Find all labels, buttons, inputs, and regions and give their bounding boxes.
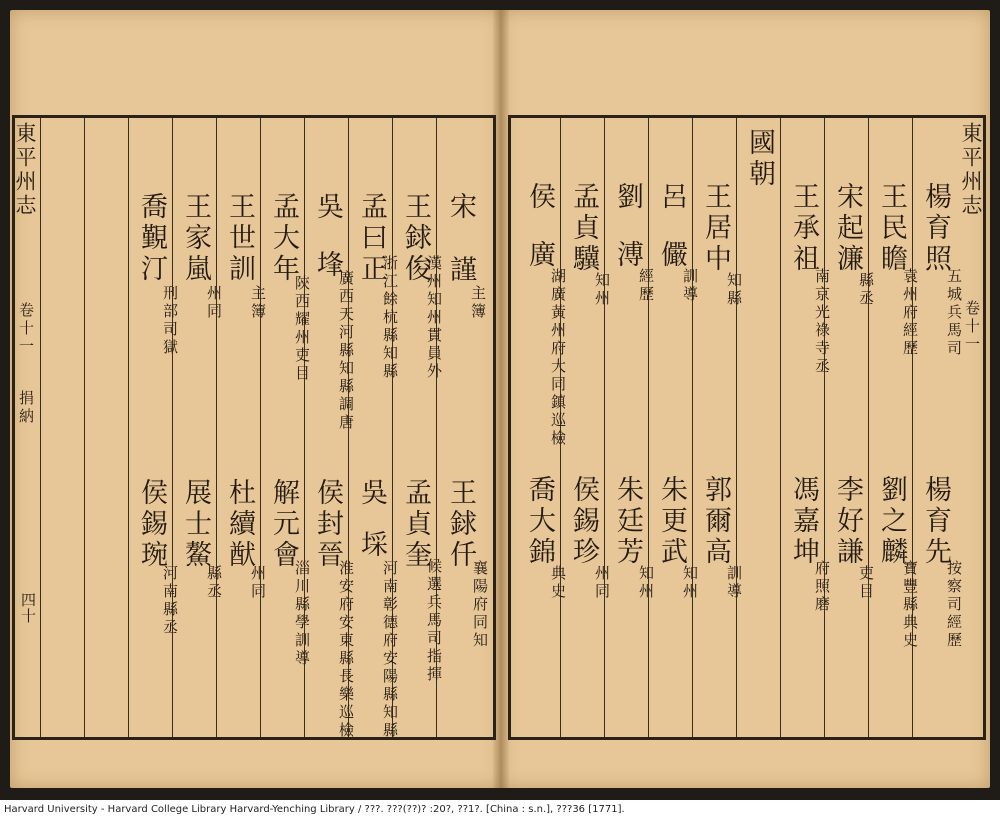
entry-note: 按察司經歷 bbox=[945, 560, 963, 650]
entry-name: 朱廷芳 bbox=[612, 475, 643, 568]
entry-note: 袁州府經歷 bbox=[901, 268, 919, 358]
entry-note: 典史 bbox=[549, 565, 567, 601]
entry-name: 解元會 bbox=[268, 478, 299, 571]
entry-note: 知州 bbox=[637, 565, 655, 601]
entry-name: 侯封晉 bbox=[312, 478, 343, 571]
column-rule bbox=[868, 118, 869, 737]
column-rule bbox=[648, 118, 649, 737]
column-rule bbox=[216, 118, 217, 737]
entry-name: 王民瞻 bbox=[876, 182, 907, 275]
column-rule bbox=[40, 118, 41, 737]
entry-name: 劉之麟 bbox=[876, 475, 907, 568]
entry-name: 侯錫琬 bbox=[136, 478, 167, 571]
entry-name: 呂 bbox=[656, 182, 687, 213]
left-gutter-folio: 四十 bbox=[19, 592, 37, 624]
column-rule bbox=[736, 118, 737, 737]
entry-note: 淄川縣學訓導 bbox=[293, 560, 311, 668]
entry-note: 知州 bbox=[593, 272, 611, 308]
entry-note: 寶豐縣典史 bbox=[901, 560, 919, 650]
entry-name: 李好謙 bbox=[832, 475, 863, 568]
entry-name: 王銶仟 bbox=[445, 478, 476, 571]
entry-name: 侯 bbox=[524, 182, 555, 213]
entry-note: 訓導 bbox=[681, 268, 699, 304]
left-gutter-section: 捐納 bbox=[17, 390, 35, 426]
entry-note: 知州 bbox=[681, 565, 699, 601]
entry-note: 廣西天河縣知縣調唐 bbox=[337, 270, 355, 432]
entry-note: 主簿 bbox=[469, 285, 487, 321]
entry-note: 南京光祿寺丞 bbox=[813, 268, 831, 376]
entry-name: 侯錫珍 bbox=[568, 475, 599, 568]
entry-name: 楊育先 bbox=[920, 475, 951, 568]
entry-note: 州同 bbox=[593, 565, 611, 601]
entry-name: 王承祖 bbox=[788, 182, 819, 275]
entry-name: 杜續猷 bbox=[224, 478, 255, 571]
entry-note: 浙江餘杭縣知縣 bbox=[381, 255, 399, 381]
entry-note: 陝西耀州吏目 bbox=[293, 275, 311, 383]
entry-name: 楊育照 bbox=[920, 182, 951, 275]
entry-name: 王世訓 bbox=[224, 192, 255, 285]
entry-name: 吳 bbox=[312, 192, 343, 223]
entry-note: 縣丞 bbox=[857, 272, 875, 308]
entry-name: 吳 bbox=[356, 478, 387, 509]
entry-name: 謹 bbox=[445, 255, 476, 286]
entry-name: 宋起濂 bbox=[832, 182, 863, 275]
entry-name: 孟貞奎 bbox=[400, 478, 431, 571]
entry-name: 溥 bbox=[612, 240, 643, 271]
entry-name: 孟大年 bbox=[268, 192, 299, 285]
entry-note: 漢州知州貫員外 bbox=[425, 255, 443, 381]
entry-note: 府照磨 bbox=[813, 560, 831, 614]
entry-note: 州同 bbox=[249, 565, 267, 601]
entry-note: 河南彰德府安陽縣知縣 bbox=[381, 560, 399, 740]
entry-name: 喬覲汀 bbox=[136, 192, 167, 285]
left-gutter-volume: 卷十一 bbox=[17, 302, 35, 356]
entry-name: 儼 bbox=[656, 240, 687, 271]
left-gutter-title: 東平州志 bbox=[13, 122, 37, 218]
column-rule bbox=[128, 118, 129, 737]
entry-name: 展士鰲 bbox=[180, 478, 211, 571]
entry-note: 襄陽府同知 bbox=[471, 560, 489, 650]
entry-name: 劉 bbox=[612, 182, 643, 213]
dynasty-heading: 國朝 bbox=[744, 128, 775, 190]
entry-note: 吏目 bbox=[857, 565, 875, 601]
entry-name: 孟貞驥 bbox=[568, 182, 599, 275]
entry-name: 孟曰正 bbox=[356, 192, 387, 285]
entry-name: 廣 bbox=[524, 240, 555, 271]
column-rule bbox=[780, 118, 781, 737]
right-gutter-title: 東平州志 bbox=[959, 122, 983, 218]
entry-name: 朱更武 bbox=[656, 475, 687, 568]
entry-note: 縣丞 bbox=[205, 565, 223, 601]
entry-name: 王居中 bbox=[700, 182, 731, 275]
column-rule bbox=[604, 118, 605, 737]
entry-name: 宋 bbox=[445, 192, 476, 223]
column-rule bbox=[260, 118, 261, 737]
entry-note: 湖廣黃州府大同鎮巡檢 bbox=[549, 268, 567, 448]
right-gutter-volume: 卷十一 bbox=[963, 300, 981, 354]
entry-note: 經歷 bbox=[637, 268, 655, 304]
column-rule bbox=[84, 118, 85, 737]
entry-note: 訓導 bbox=[725, 565, 743, 601]
column-rule bbox=[692, 118, 693, 737]
entry-note: 州同 bbox=[205, 285, 223, 321]
entry-note: 刑部司獄 bbox=[161, 285, 179, 357]
column-rule bbox=[172, 118, 173, 737]
entry-name: 王家嵐 bbox=[180, 192, 211, 285]
entry-name: 馮嘉坤 bbox=[788, 475, 819, 568]
entry-name: 王銶俊 bbox=[400, 192, 431, 285]
entry-name: 喬大錦 bbox=[524, 475, 555, 568]
entry-note: 淮安府安東縣長樂巡檢 bbox=[337, 560, 355, 740]
entry-note: 知縣 bbox=[725, 272, 743, 308]
entry-name: 郭爾高 bbox=[700, 475, 731, 568]
entry-note: 五城兵馬司 bbox=[945, 268, 963, 358]
entry-note: 主簿 bbox=[249, 285, 267, 321]
image-credit-caption: Harvard University - Harvard College Library Harvard-Yenching Library / ???. ???(??)? :20?, ??1?. [China : s.n.], ???36 [1771]. bbox=[4, 804, 625, 815]
column-rule bbox=[824, 118, 825, 737]
entry-name: 埄 bbox=[312, 250, 343, 281]
entry-note: 河南縣丞 bbox=[161, 565, 179, 637]
entry-name: 埰 bbox=[356, 530, 387, 561]
entry-note: 候選兵馬司指揮 bbox=[425, 558, 443, 684]
